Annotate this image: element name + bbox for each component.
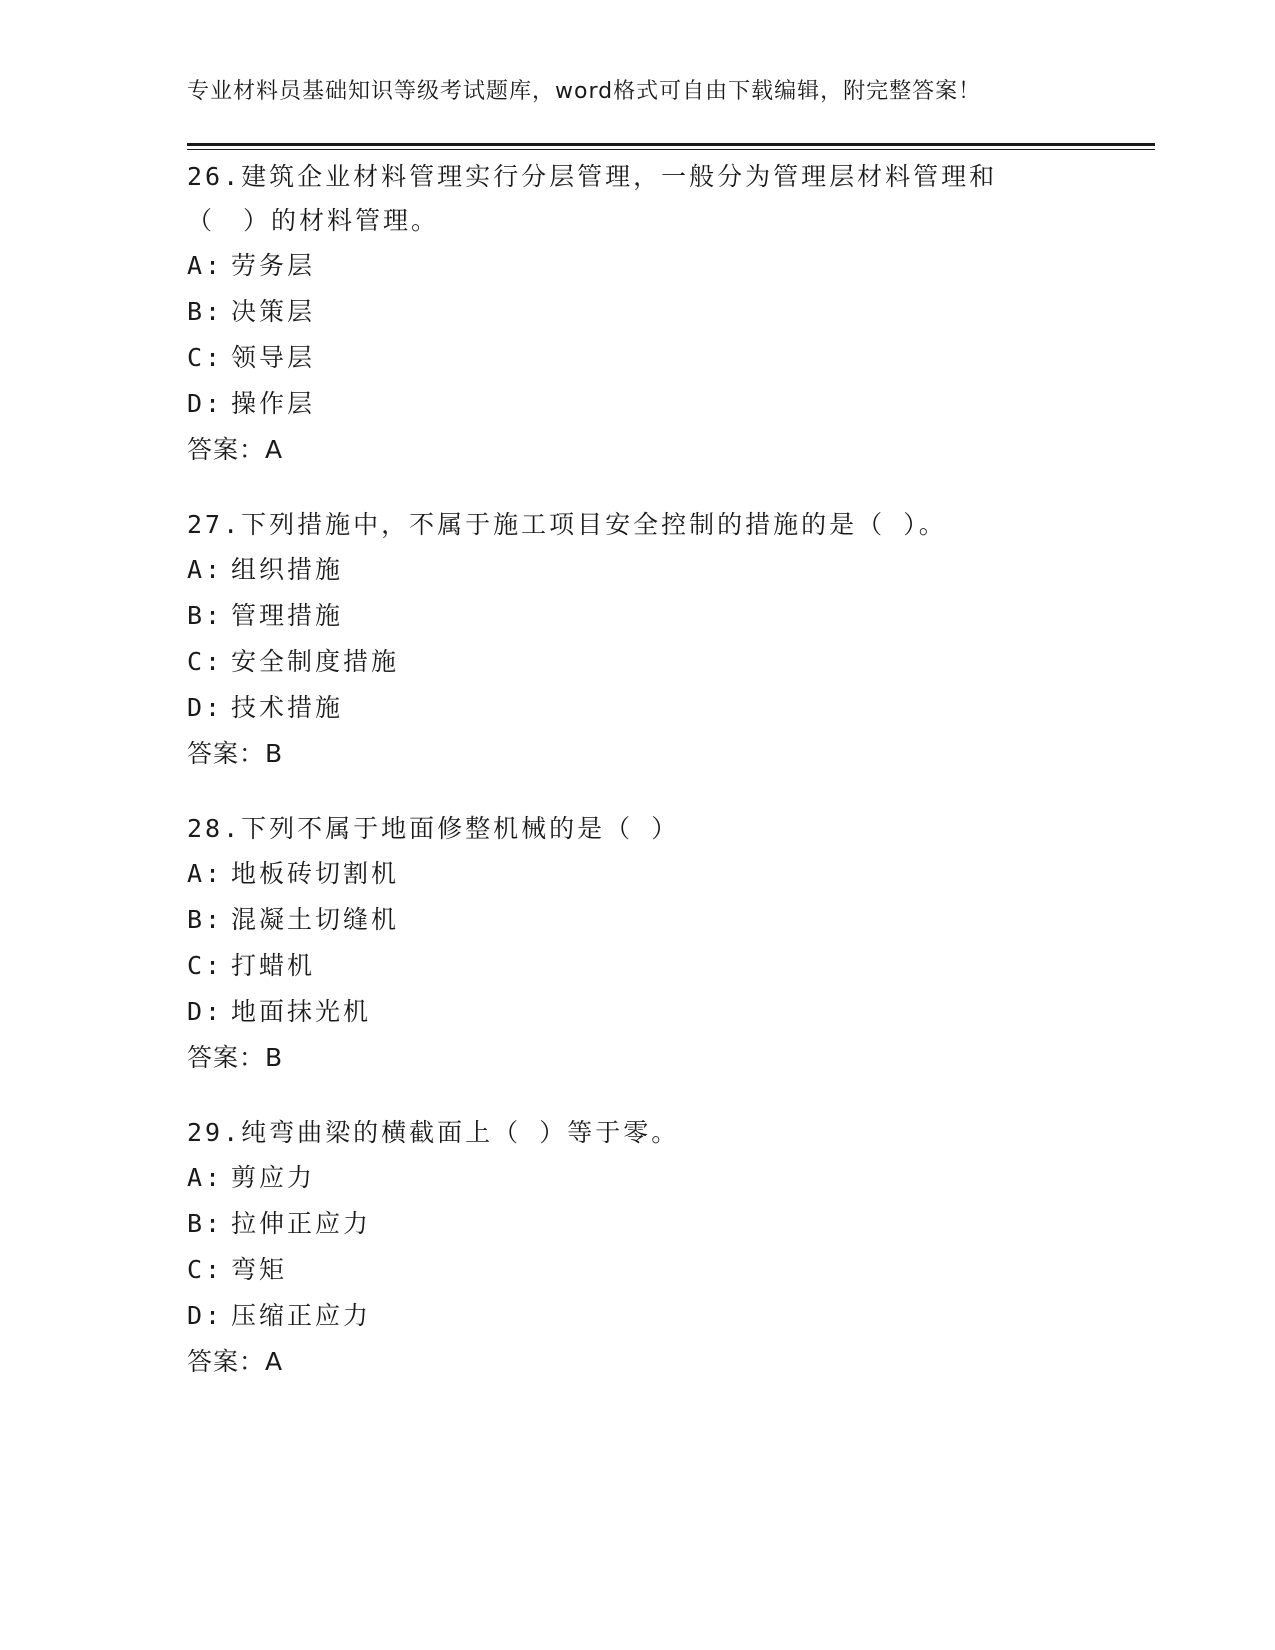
page-header: 专业材料员基础知识等级考试题库，word格式可自由下载编辑，附完整答案！	[187, 79, 982, 104]
option-text: 领导层	[231, 343, 316, 372]
answer-line: 答案：B	[187, 739, 284, 768]
option-a	[187, 547, 1067, 593]
option-a	[187, 243, 1067, 289]
option-key: B:	[187, 601, 224, 630]
question-block	[187, 503, 1067, 777]
option-key: B:	[187, 905, 224, 934]
option-text: 劳务层	[231, 251, 316, 280]
option-b	[187, 593, 1067, 639]
option-d	[187, 381, 1067, 427]
question-block	[187, 807, 1067, 1081]
option-text: 组织措施	[231, 555, 344, 584]
option-key: B:	[187, 1209, 224, 1238]
option-key: C:	[187, 951, 224, 980]
option-key: A:	[187, 1163, 224, 1192]
question-block	[187, 1111, 1067, 1385]
option-text: 打蜡机	[231, 951, 316, 980]
option-key: C:	[187, 343, 224, 372]
option-a	[187, 851, 1067, 897]
option-text: 地板砖切割机	[231, 859, 400, 888]
question-stem: 28.下列不属于地面修整机械的是（ ）	[187, 814, 680, 843]
option-key: A:	[187, 251, 224, 280]
option-text: 操作层	[231, 389, 316, 418]
option-a	[187, 1155, 1067, 1201]
option-key: B:	[187, 297, 224, 326]
option-text: 弯矩	[231, 1255, 288, 1284]
option-b	[187, 897, 1067, 943]
header-rule-thick	[187, 143, 1155, 146]
option-key: D:	[187, 997, 224, 1026]
option-b	[187, 1201, 1067, 1247]
option-text: 决策层	[231, 297, 316, 326]
option-d	[187, 685, 1067, 731]
question-stem: 29.纯弯曲梁的横截面上（ ）等于零。	[187, 1118, 680, 1147]
header-rule-thin	[187, 149, 1155, 150]
option-d	[187, 1293, 1067, 1339]
option-b	[187, 289, 1067, 335]
option-c	[187, 1247, 1067, 1293]
answer-line: 答案：A	[187, 435, 284, 464]
question-block	[187, 155, 1067, 473]
option-key: D:	[187, 693, 224, 722]
option-key: C:	[187, 647, 224, 676]
option-c	[187, 335, 1067, 381]
option-c	[187, 639, 1067, 685]
option-key: D:	[187, 389, 224, 418]
option-key: D:	[187, 1301, 224, 1330]
option-key: C:	[187, 1255, 224, 1284]
option-text: 压缩正应力	[231, 1301, 372, 1330]
option-text: 安全制度措施	[231, 647, 400, 676]
question-stem: 26.建筑企业材料管理实行分层管理，一般分为管理层材料管理和（ ）的材料管理。	[187, 162, 998, 235]
answer-line: 答案：A	[187, 1347, 284, 1376]
question-stem: 27.下列措施中，不属于施工项目安全控制的措施的是（ ）。	[187, 510, 947, 539]
option-text: 管理措施	[231, 601, 344, 630]
option-text: 拉伸正应力	[231, 1209, 372, 1238]
answer-line: 答案：B	[187, 1043, 284, 1072]
option-text: 混凝土切缝机	[231, 905, 400, 934]
option-c	[187, 943, 1067, 989]
option-text: 技术措施	[231, 693, 344, 722]
option-d	[187, 989, 1067, 1035]
option-text: 地面抹光机	[231, 997, 372, 1026]
option-text: 剪应力	[231, 1163, 316, 1192]
option-key: A:	[187, 555, 224, 584]
option-key: A:	[187, 859, 224, 888]
